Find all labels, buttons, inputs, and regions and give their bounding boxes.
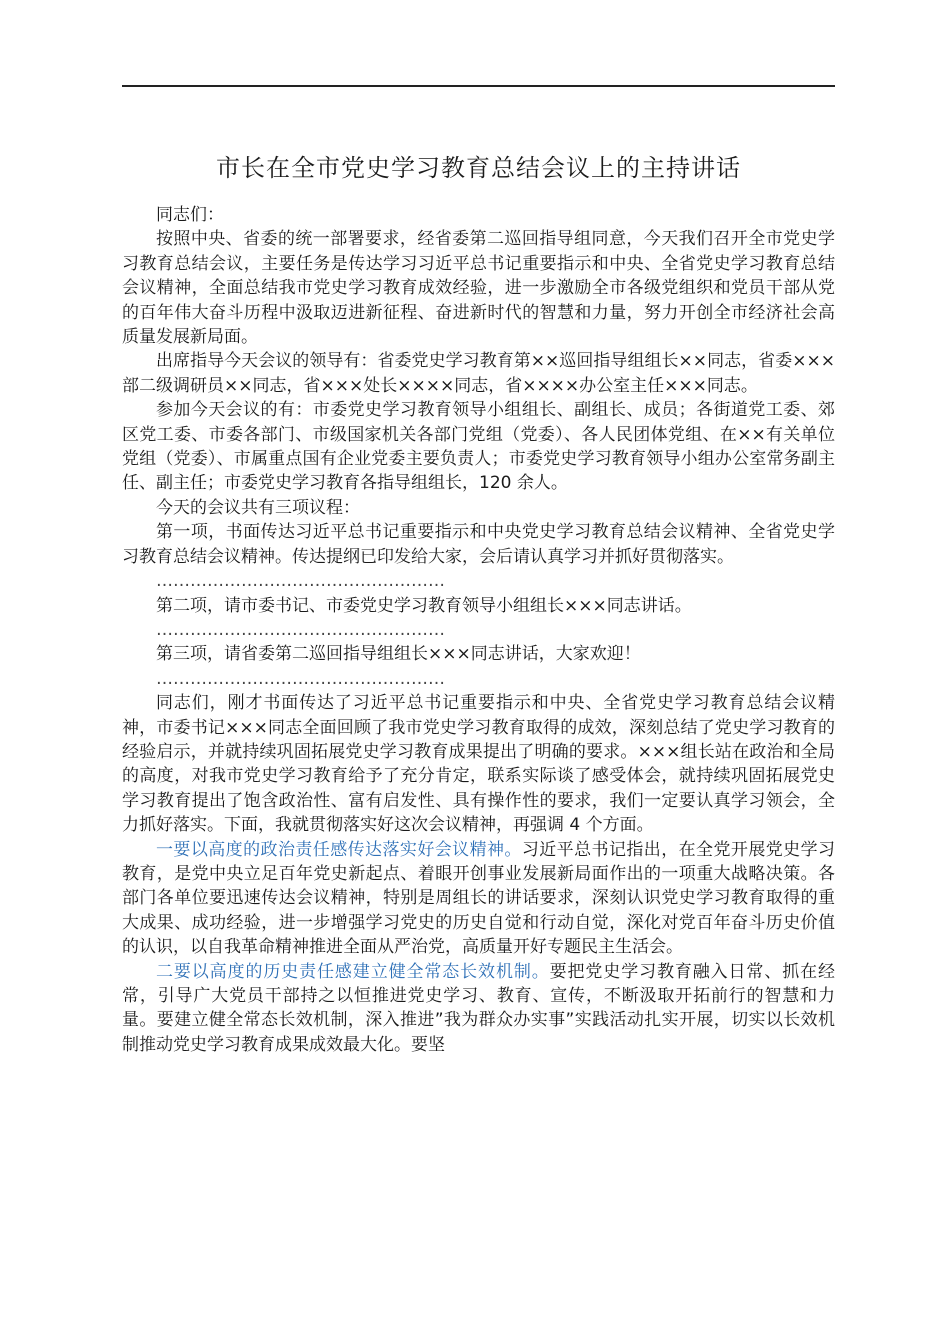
paragraph: 按照中央、省委的统一部署要求，经省委第二巡回指导组同意，今天我们召开全市党史学习教育总结会议，主要任务是传达学习习近平总书记重要指示和中央、全省党史学习教育总结会议精神，全面总结我市党史学习教育成效经验，进一步激励全市各级党组织和党员干部从党的百年伟大奋斗历程中汲取迈进新征程、奋进新时代的智慧和力量，努力开创全市经济社会高质量发展新局面。 <box>122 229 835 348</box>
document-body <box>122 203 835 1057</box>
paragraph: 第一项，书面传达习近平总书记重要指示和中央党史学习教育总结会议精神、全省党史学习教育总结会议精神。传达提纲已印发给大家，会后请认真学习并抓好贯彻落实。 <box>122 522 835 567</box>
paragraph: 同志们，刚才书面传达了习近平总书记重要指示和中央、全省党史学习教育总结会议精神，市委书记×××同志全面回顾了我市党史学习教育取得的成效，深刻总结了党史学习教育的经验启示，并就持续巩固拓展党史学习教育成果提出了明确的要求。×××组长站在政治和全局的高度，对我市党史学习教育给予了充分肯定，联系实际谈了感受体会，就持续巩固拓展党史学习教育提出了饱含政治性、富有启发性、具有操作性的要求，我们一定要认真学习领会，全力抓好落实。下面，我就贯彻落实好这次会议精神，再强调 4 个方面。 <box>122 693 835 836</box>
section-text: 习近平总书记指出，在全党开展党史学习教育，是党中央立足百年党史新起点、着眼开创事业发展新局面作出的一项重大战略决策。各部门各单位要迅速传达会议精神，特别是周组长的讲话要求，深刻认识党史学习教育取得的重大成果、成功经验，进一步增强学习党史的历史自觉和行动自觉，深化对党百年奋斗历史价值的认识，以自我革命精神推进全面从严治党，高质量开好专题民主生活会。 <box>122 839 836 958</box>
greeting: 同志们： <box>156 205 224 225</box>
ellipsis-line: …………………………………………… <box>156 571 445 592</box>
ellipsis-line: …………………………………………… <box>156 668 445 689</box>
section-text: 要把党史学习教育融入日常、抓在经常，引导广大党员干部持之以恒推进党史学习、教育、宣传，不断汲取开拓前行的智慧和力量。要建立健全常态长效机制，深入推进”我为群众办实事”实践活动扎实开展，切实以长效机制推动党史学习教育成果成效最大化。要坚 <box>122 961 836 1055</box>
paragraph: 第三项，请省委第二巡回指导组组长×××同志讲话，大家欢迎！ <box>156 644 641 665</box>
section-heading: 一要以高度的政治责任感传达落实好会议精神。 <box>156 839 522 860</box>
paragraph: 参加今天会议的有：市委党史学习教育领导小组组长、副组长、成员；各街道党工委、郊区党工委、市委各部门、市级国家机关各部门党组（党委）、各人民团体党组、在××有关单位党组（党委）、市属重点国有企业党委主要负责人；市委党史学习教育领导小组办公室常务副主任、副主任；市委党史学习教育各指导组组长，120 余人。 <box>122 400 835 494</box>
paragraph <box>122 960 835 1058</box>
paragraph: 出席指导今天会议的领导有：省委党史学习教育第××巡回指导组组长××同志，省委×××部二级调研员××同志，省×××处长××××同志，省××××办公室主任×××同志。 <box>122 351 835 396</box>
paragraph: 今天的会议共有三项议程： <box>156 497 360 518</box>
ellipsis-line: …………………………………………… <box>156 619 445 640</box>
paragraph: 第二项，请市委书记、市委党史学习教育领导小组组长×××同志讲话。 <box>156 595 692 616</box>
section-heading: 二要以高度的历史责任感建立健全常态长效机制。 <box>156 961 550 982</box>
document-title: 市长在全市党史学习教育总结会议上的主持讲话 <box>216 154 741 182</box>
paragraph <box>122 838 835 960</box>
header-rule <box>122 85 835 87</box>
